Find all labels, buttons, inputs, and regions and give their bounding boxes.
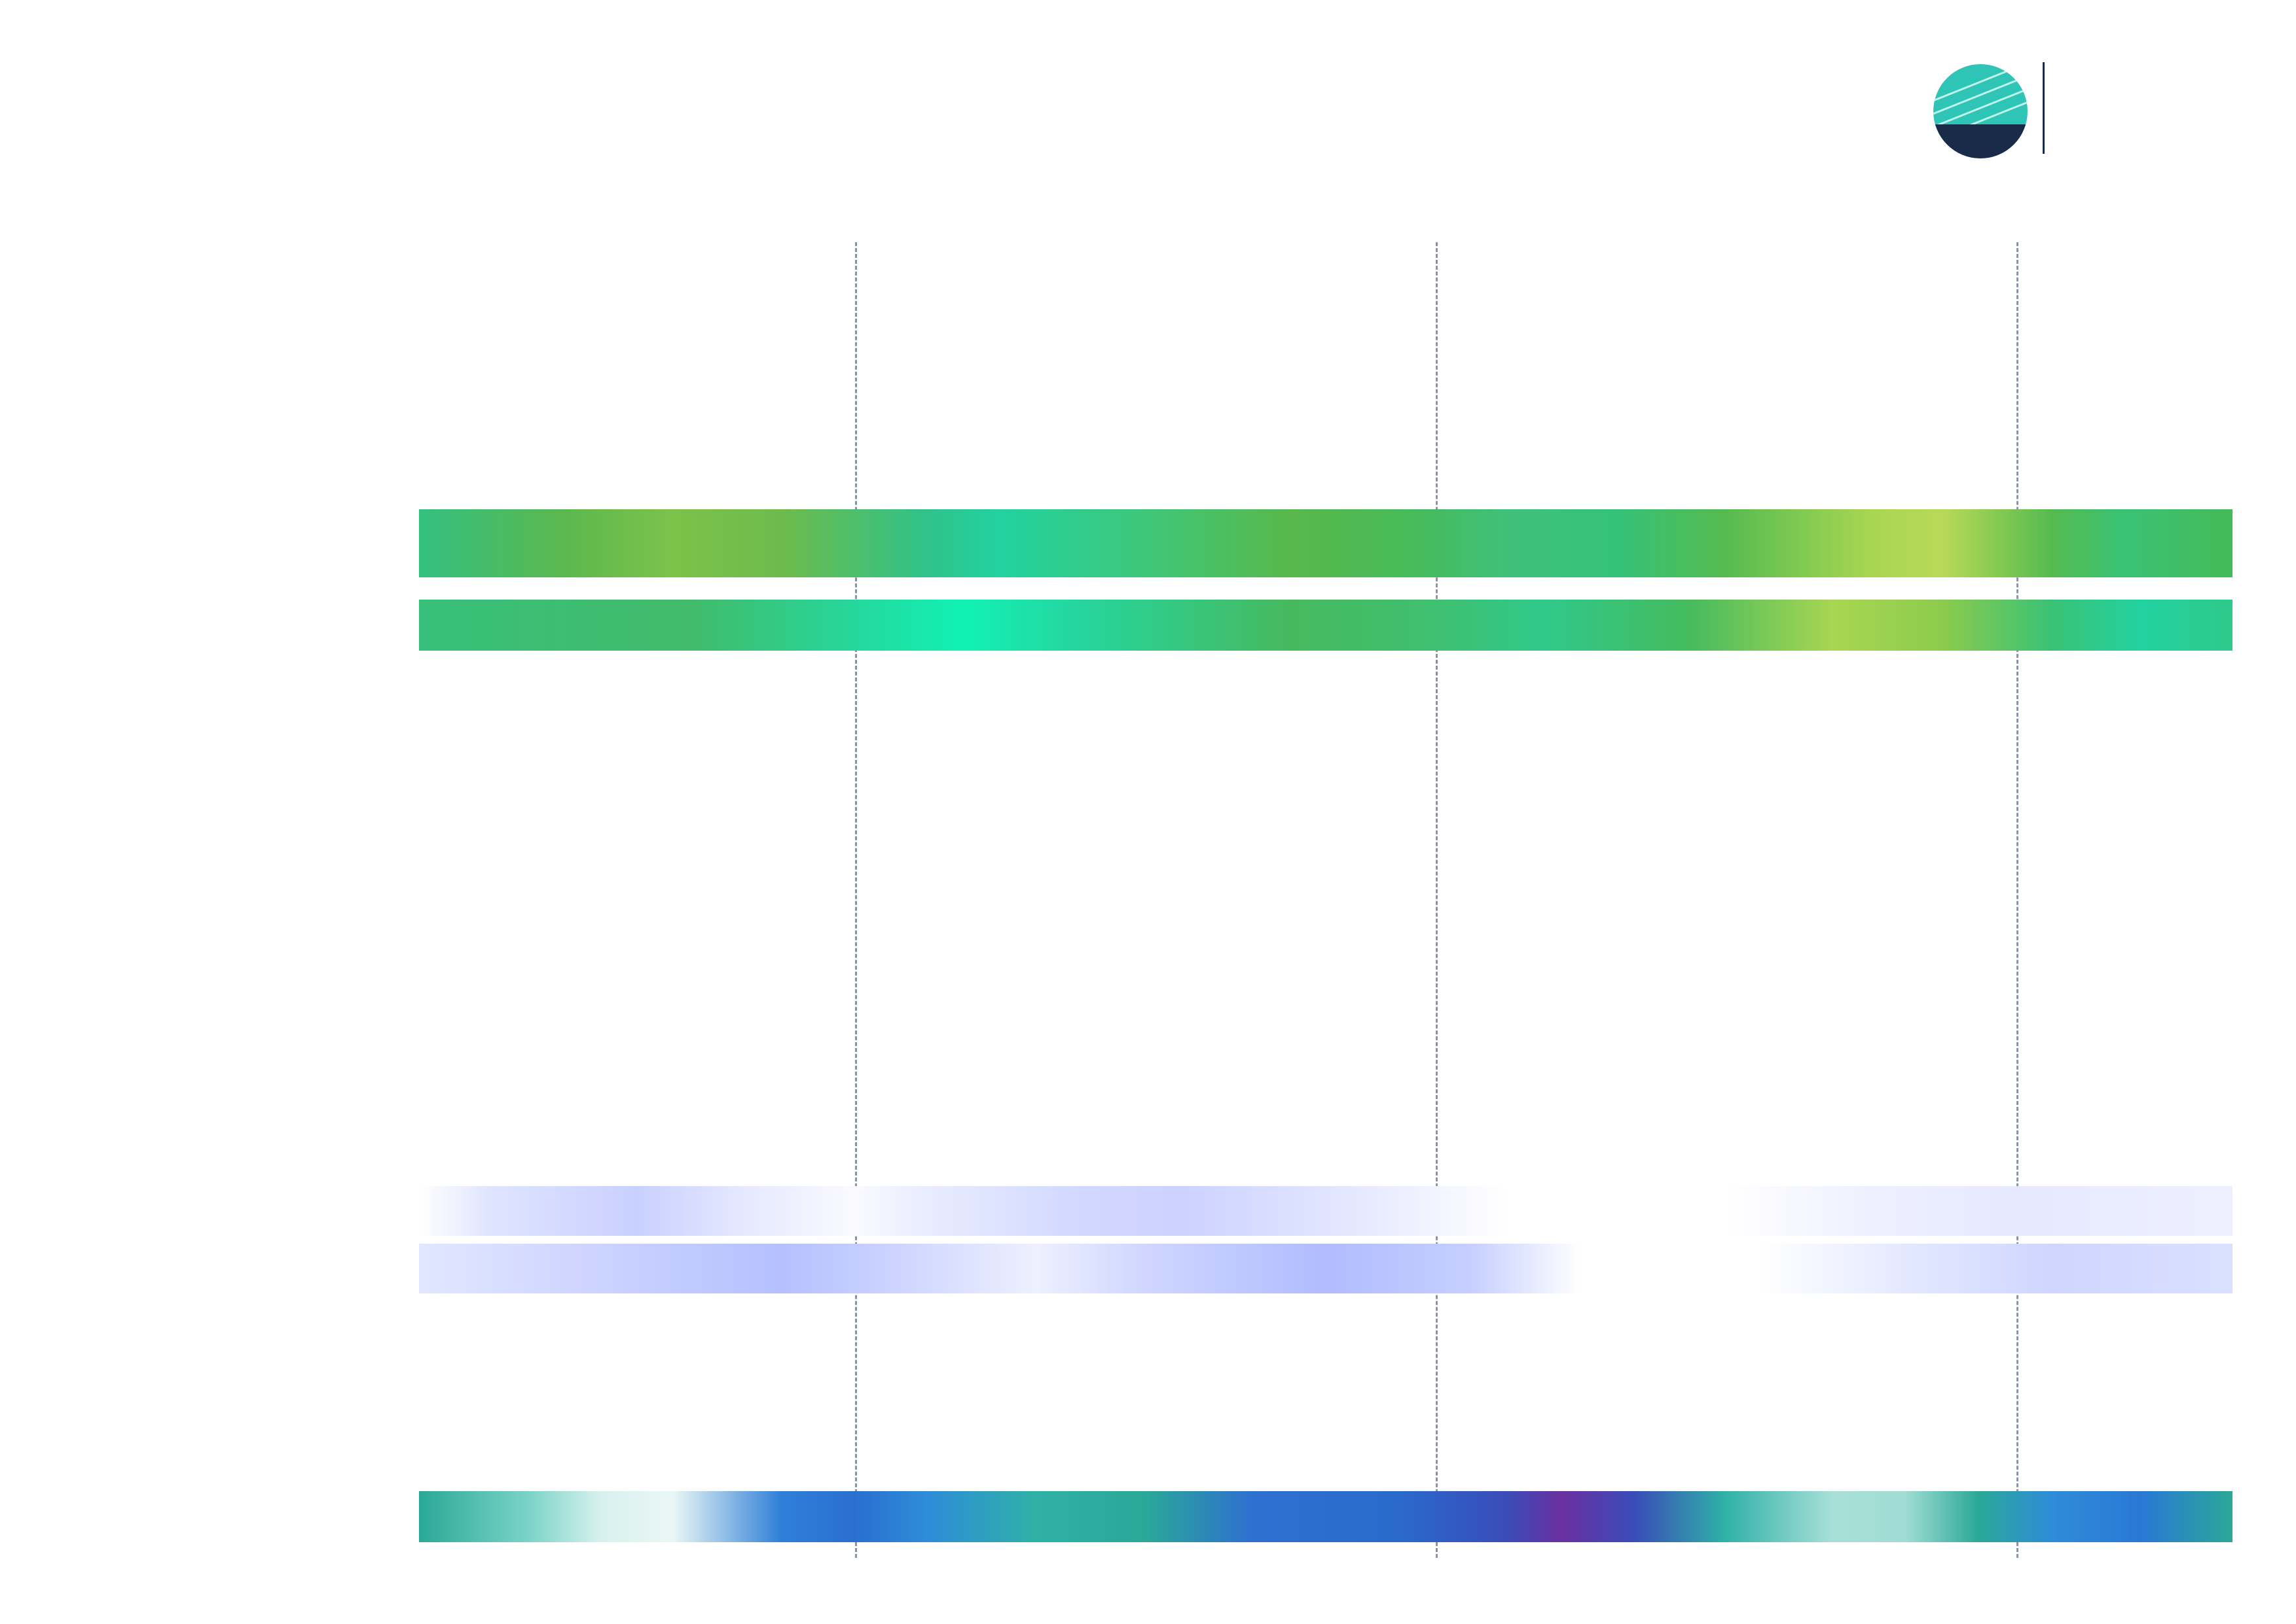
humidity-band bbox=[419, 1491, 2232, 1542]
cloud-cover-chart bbox=[419, 871, 2232, 1087]
imgw-logo-icon bbox=[1931, 62, 2030, 160]
precipitation-bars bbox=[419, 727, 2232, 766]
pressure-chart bbox=[419, 1339, 2232, 1411]
feels-like-band bbox=[419, 600, 2232, 651]
gusts-band bbox=[419, 1244, 2232, 1293]
temperature-band bbox=[419, 509, 2232, 577]
wind-speed-band bbox=[419, 1186, 2232, 1236]
imgw-logo bbox=[1931, 62, 2226, 157]
